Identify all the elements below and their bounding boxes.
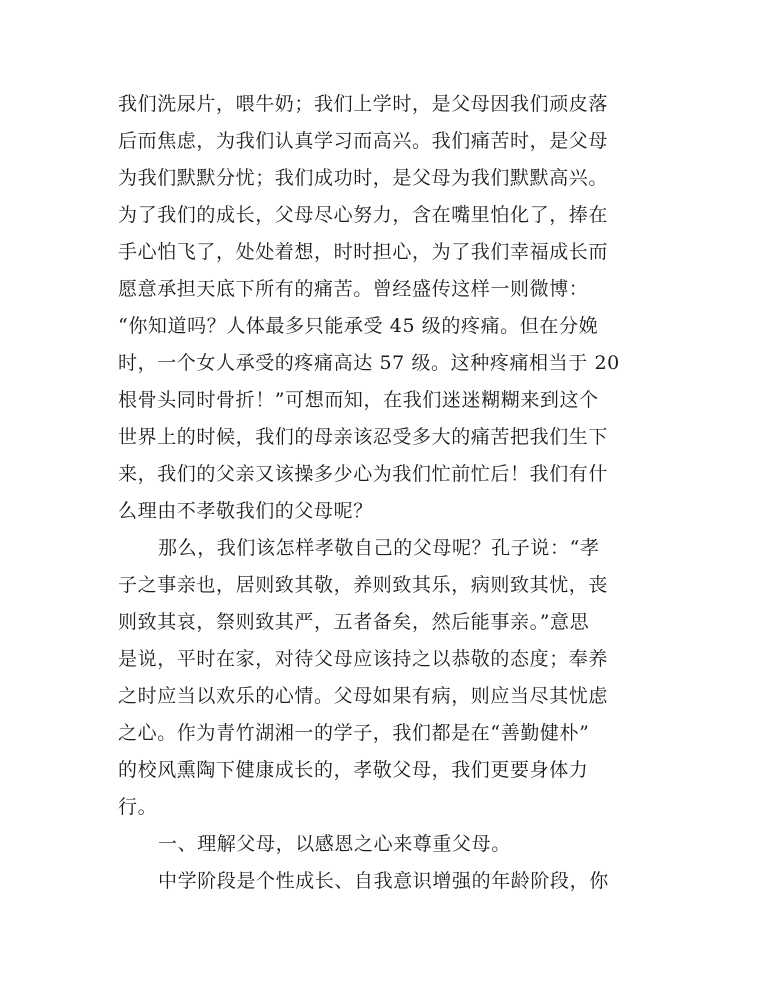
text-line: 的校风熏陶下健康成长的，孝敬父母，我们更要身体力 <box>118 759 589 781</box>
text-line: 是说，平时在家，对待父母应该持之以恭敬的态度；奉养 <box>118 648 609 670</box>
text-line: 则致其哀，祭则致其严，五者备矣，然后能事亲。”意思 <box>118 611 590 633</box>
section-heading: 一、理解父母，以感恩之心来尊重父母。 <box>158 833 511 855</box>
text-line: “你知道吗？人体最多只能承受 45 级的疼痛。但在分娩 <box>118 315 599 337</box>
text-line: 后而焦虑，为我们认真学习而高兴。我们痛苦时，是父母 <box>118 130 609 152</box>
text-line: 我们洗尿片，喂牛奶；我们上学时，是父母因我们顽皮落 <box>118 93 609 115</box>
paragraph-start-line: 中学阶段是个性成长、自我意识增强的年龄阶段，你 <box>158 870 609 892</box>
text-line: 子之事亲也，居则致其敬，养则致其乐，病则致其忧，丧 <box>118 574 609 596</box>
text-line: 世界上的时候，我们的母亲该忍受多大的痛苦把我们生下 <box>118 426 609 448</box>
text-line: 之时应当以欢乐的心情。父母如果有病，则应当尽其忧虑 <box>118 685 609 707</box>
text-line: 为我们默默分忧；我们成功时，是父母为我们默默高兴。 <box>118 167 609 189</box>
text-line: 愿意承担天底下所有的痛苦。曾经盛传这样一则微博： <box>118 278 589 300</box>
body-text <box>118 86 638 900</box>
text-line: 根骨头同时骨折！”可想而知，在我们迷迷糊糊来到这个 <box>118 389 599 411</box>
text-line: 之心。作为青竹湖湘一的学子，我们都是在“善勤健朴” <box>118 722 590 744</box>
paragraph-start-line: 那么，我们该怎样孝敬自己的父母呢？孔子说：“孝 <box>158 537 600 559</box>
text-line: 时，一个女人承受的疼痛高达 57 级。这种疼痛相当于 20 <box>118 352 620 374</box>
text-line: 为了我们的成长，父母尽心努力，含在嘴里怕化了，捧在 <box>118 204 609 226</box>
text-line: 么理由不孝敬我们的父母呢？ <box>118 500 373 522</box>
text-line: 行。 <box>118 796 158 818</box>
text-line: 来，我们的父亲又该操多少心为我们忙前忙后！我们有什 <box>118 463 609 485</box>
text-line: 手心怕飞了，处处着想，时时担心，为了我们幸福成长而 <box>118 241 609 263</box>
